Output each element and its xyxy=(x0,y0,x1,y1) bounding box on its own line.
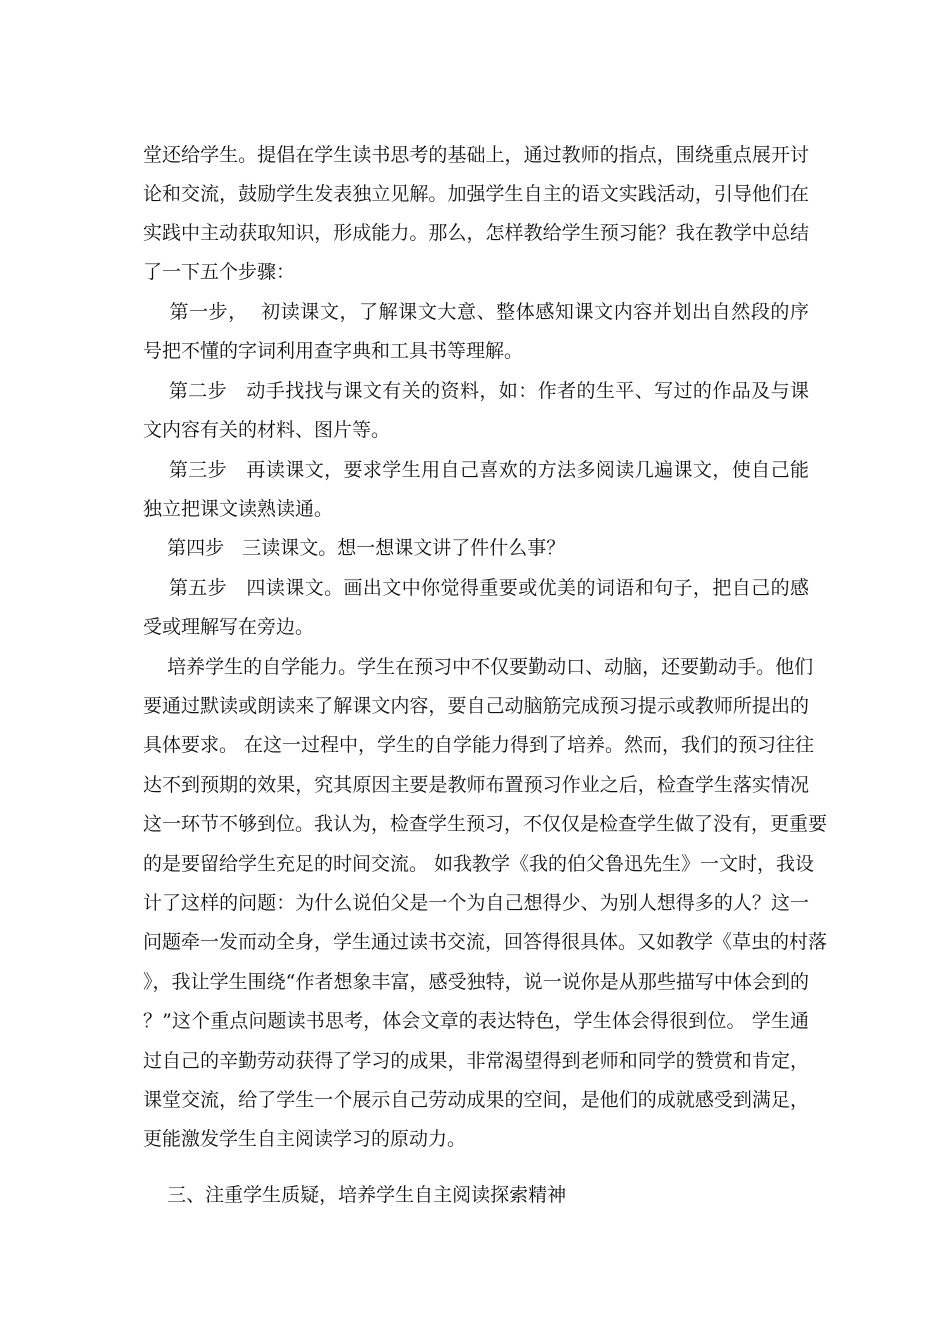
text-line: 的是要留给学生充足的时间交流。 如我教学《我的伯父鲁迅先生》一文时，我设 xyxy=(143,853,815,875)
text-line: 要通过默读或朗读来了解课文内容，要自己动脑筋完成预习提示或教师所提出的 xyxy=(143,695,809,717)
text-line: 达不到预期的效果，究其原因主要是教师布置预习作业之后，检查学生落实情况 xyxy=(143,774,809,796)
text-line: 第四步 三读课文。想一想课文讲了件什么事？ xyxy=(143,537,566,559)
text-line: 计了这样的问题：为什么说伯父是一个为自己想得少、为别人想得多的人？这一 xyxy=(143,892,809,914)
text-line: 第五步 四读课文。画出文中你觉得重要或优美的词语和句子，把自己的感 xyxy=(143,577,809,599)
section-heading: 三、注重学生质疑，培养学生自主阅读探索精神 xyxy=(143,1184,567,1206)
text-line: 独立把课文读熟读通。 xyxy=(143,498,334,520)
text-line: 》，我让学生围绕“作者想象丰富，感受独特，说一说你是从那些描写中体会到的 xyxy=(143,971,809,993)
text-line: 过自己的辛勤劳动获得了学习的成果，非常渴望得到老师和同学的赞赏和肯定， xyxy=(143,1050,809,1072)
text-line: 论和交流，鼓励学生发表独立见解。加强学生自主的语文实践活动，引导他们在 xyxy=(143,183,809,205)
text-line: 具体要求。 在这一过程中，学生的自学能力得到了培养。然而，我们的预习往往 xyxy=(143,734,815,756)
text-line: 第一步， 初读课文，了解课文大意、整体感知课文内容并划出自然段的序 xyxy=(143,301,809,323)
text-line: 课堂交流，给了学生一个展示自己劳动成果的空间，是他们的成就感受到满足， xyxy=(143,1089,809,1111)
text-line: ？”这个重点问题读书思考，体会文章的表达特色，学生体会得很到位。 学生通 xyxy=(143,1010,809,1032)
text-line: 更能激发学生自主阅读学习的原动力。 xyxy=(143,1128,467,1150)
text-line: 实践中主动获取知识，形成能力。那么，怎样教给学生预习能？我在教学中总结 xyxy=(143,222,809,244)
text-line: 培养学生的自学能力。学生在预习中不仅要勤动口、动脑，还要勤动手。他们 xyxy=(143,656,814,678)
text-line: 问题牵一发而动全身，学生通过读书交流，回答得很具体。又如教学《草虫的村落 xyxy=(143,931,828,953)
text-line: 了一下五个步骤： xyxy=(143,261,296,283)
text-line: 受或理解写在旁边。 xyxy=(143,616,315,638)
text-line: 这一环节不够到位。我认为，检查学生预习，不仅仅是检查学生做了没有，更重要 xyxy=(143,813,828,835)
text-line: 号把不懂的字词利用查字典和工具书等理解。 xyxy=(143,340,524,362)
text-line: 第二步 动手找找与课文有关的资料，如：作者的生平、写过的作品及与课 xyxy=(143,380,809,402)
text-line: 堂还给学生。提倡在学生读书思考的基础上，通过教师的指点，围绕重点展开讨 xyxy=(143,144,809,166)
text-line: 文内容有关的材料、图片等。 xyxy=(143,419,391,441)
text-line: 第三步 再读课文，要求学生用自己喜欢的方法多阅读几遍课文，使自己能 xyxy=(143,459,809,481)
